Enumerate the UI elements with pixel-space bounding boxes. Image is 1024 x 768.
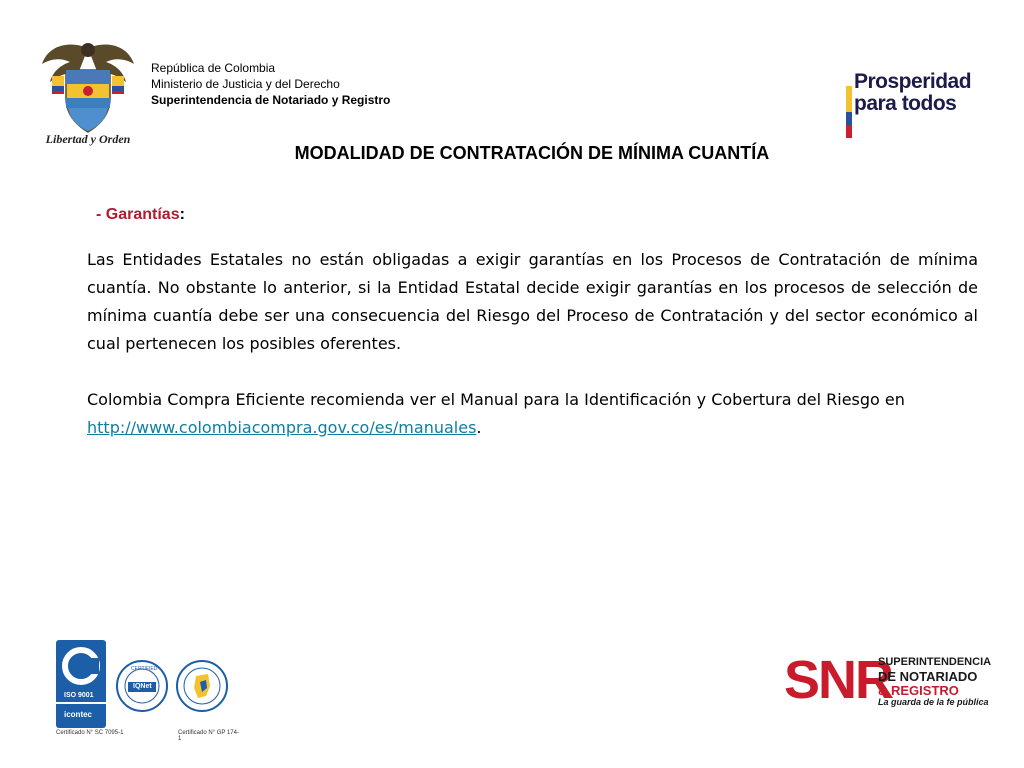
organization-header [151,60,390,108]
paragraph-2-text: Colombia Compra Eficiente recomienda ver el Manual para la Identificación y Cobertura del Riesgo en [87,390,905,409]
snr-logo [784,652,1004,712]
org-country: República de Colombia [151,61,276,75]
section-label [96,206,185,224]
snr-letters: SNR [784,650,893,710]
snr-line-1: SUPERINTENDENCIA [878,656,992,668]
iqnet-label: IQNet [133,683,152,690]
iso-label: ISO 9001 [64,692,94,699]
gp-seal-icon [176,660,228,712]
section-label-text: - Garantías [96,206,180,223]
page-title: MODALIDAD DE CONTRATACIÓN DE MÍNIMA CUANTÍA [294,143,770,163]
manuales-link[interactable]: http://www.colombiacompra.gov.co/es/manuales [87,418,477,437]
snr-line-2: DE NOTARIADO [878,669,978,684]
snr-line-3: & REGISTRO [878,683,959,698]
logo-line-1: Prosperidad [854,70,972,93]
icontec-label: icontec [64,710,93,719]
cert3-number: Certificado N° GP 174-1 [178,730,239,742]
snr-tagline: La guarda de la fe pública [878,697,989,707]
logo-line-2: para todos [854,92,957,115]
org-superintendency: Superintendencia de Notariado y Registro [151,93,391,107]
paragraph-2 [87,386,978,442]
prosperidad-logo [846,66,972,138]
org-ministry: Ministerio de Justicia y del Derecho [151,77,340,91]
flag-stripes-icon [846,86,852,138]
motto: Libertad y Orden [45,132,131,146]
iqnet-top-label: CERTIFIED [131,666,158,672]
section-label-colon: : [179,206,185,223]
certification-badges [52,640,242,740]
paragraph-2-end: . [476,418,482,437]
body-text [87,246,978,442]
coat-of-arms-icon [38,36,138,136]
cert1-number: Certificado N° SC 7095-1 [56,730,124,736]
paragraph-1: Las Entidades Estatales no están obligadas a exigir garantías en los Procesos de Contratación de mínima cuantía. No obstante lo anterior, si la Entidad Estatal decide exigir garantías en los procesos de selección de mínima cuantía debe ser una consecuencia del Riesgo del Proceso de Contratación y del sector económico al cual pertenecen los posibles oferentes. [87,250,978,353]
